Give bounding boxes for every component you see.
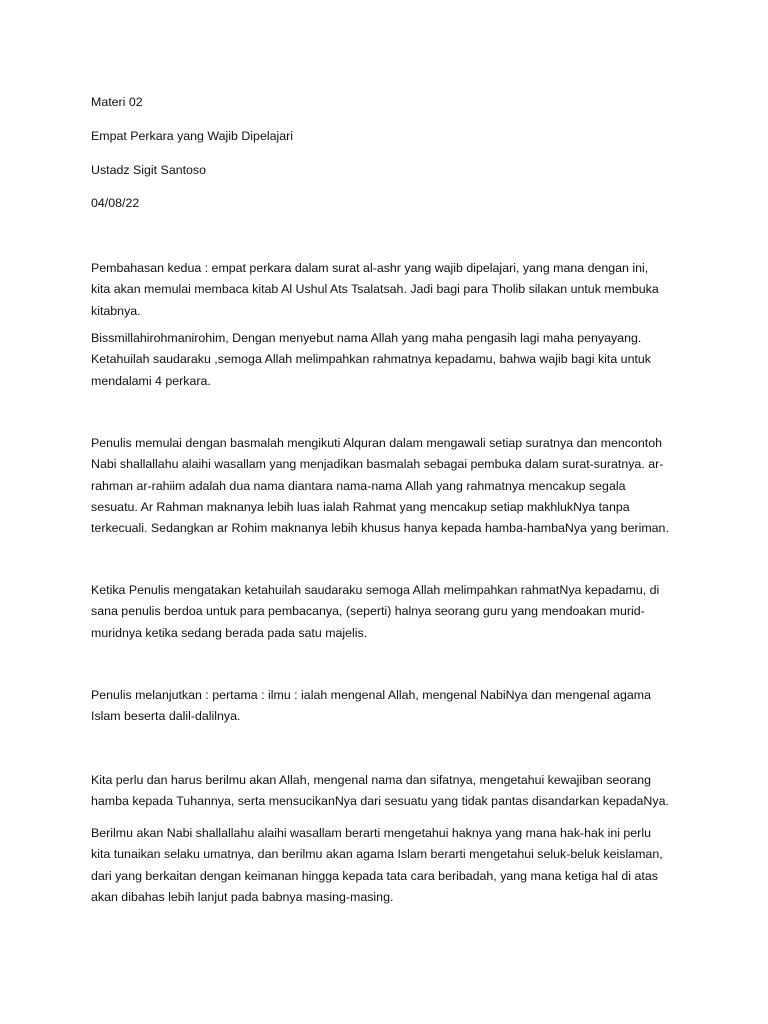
paragraph-intro: Pembahasan kedua : empat perkara dalam surat al-ashr yang wajib dipelajari, yang mana dengan ini, kita akan memulai membaca kitab Al Ushul Ats Tsalatsah. Jadi bagi para Tholib silakan untuk membuka kitabnya. xyxy=(91,261,659,318)
paragraph-ilmu: Penulis melanjutkan : pertama : ilmu : ialah mengenal Allah, mengenal NabiNya dan mengenal agama Islam beserta dalil-dalilnya. xyxy=(91,688,651,724)
paragraph-berilmu-nabi: Berilmu akan Nabi shallallahu alaihi wasallam berarti mengetahui haknya yang mana hak-hak ini perlu kita tunaikan selaku umatnya, dan berilmu akan agama Islam berarti mengetahui seluk-beluk keislaman, dari yang berkaitan dengan keimanan hingga kepada tata cara beribadah, yang mana ketiga hal di atas akan dibahas lebih lanjut pada babnya masing-masing. xyxy=(91,826,663,904)
paragraph-berilmu-allah: Kita perlu dan harus berilmu akan Allah, mengenal nama dan sifatnya, mengetahui kewajiban seorang hamba kepada Tuhannya, serta mensucikanNya dari sesuatu yang tidak pantas disandarkan kepadaNya. xyxy=(91,773,669,809)
paragraph-basmalah: Bissmillahirohmanirohim, Dengan menyebut nama Allah yang maha pengasih lagi maha penyayang. Ketahuilah saudaraku ,semoga Allah melimpahkan rahmatnya kepadamu, bahwa wajib bagi kita untuk mendalami 4 perkara. xyxy=(91,331,651,388)
paragraph-doa: Ketika Penulis mengatakan ketahuilah saudaraku semoga Allah melimpahkan rahmatNya kepadamu, di sana penulis berdoa untuk para pembacanya, (seperti) halnya seorang guru yang mendoakan murid- muridnya ketika sedang berada pada satu majelis. xyxy=(91,583,660,640)
paragraph-penulis-basmalah: Penulis memulai dengan basmalah mengikuti Alquran dalam mengawali setiap suratnya dan mencontoh Nabi shallallahu alaihi wasallam yang menjadikan basmalah sebagai pembuka dalam surat-suratnya. ar- rahman ar-rahiim adalah dua nama diantara nama-nama Allah yang rahmatnya mencakup segala sesuatu. Ar Rahman maknanya lebih luas ialah Rahmat yang mencakup setiap makhlukNya tanpa terkecuali. Sedangkan ar Rohim maknanya lebih khusus hanya kepada hamba-hambaNya yang beriman. xyxy=(91,436,669,536)
document-title: Empat Perkara yang Wajib Dipelajari xyxy=(91,129,294,143)
material-label: Materi 02 xyxy=(91,95,143,109)
teacher-name: Ustadz Sigit Santoso xyxy=(91,163,207,177)
document-date: 04/08/22 xyxy=(91,196,140,210)
